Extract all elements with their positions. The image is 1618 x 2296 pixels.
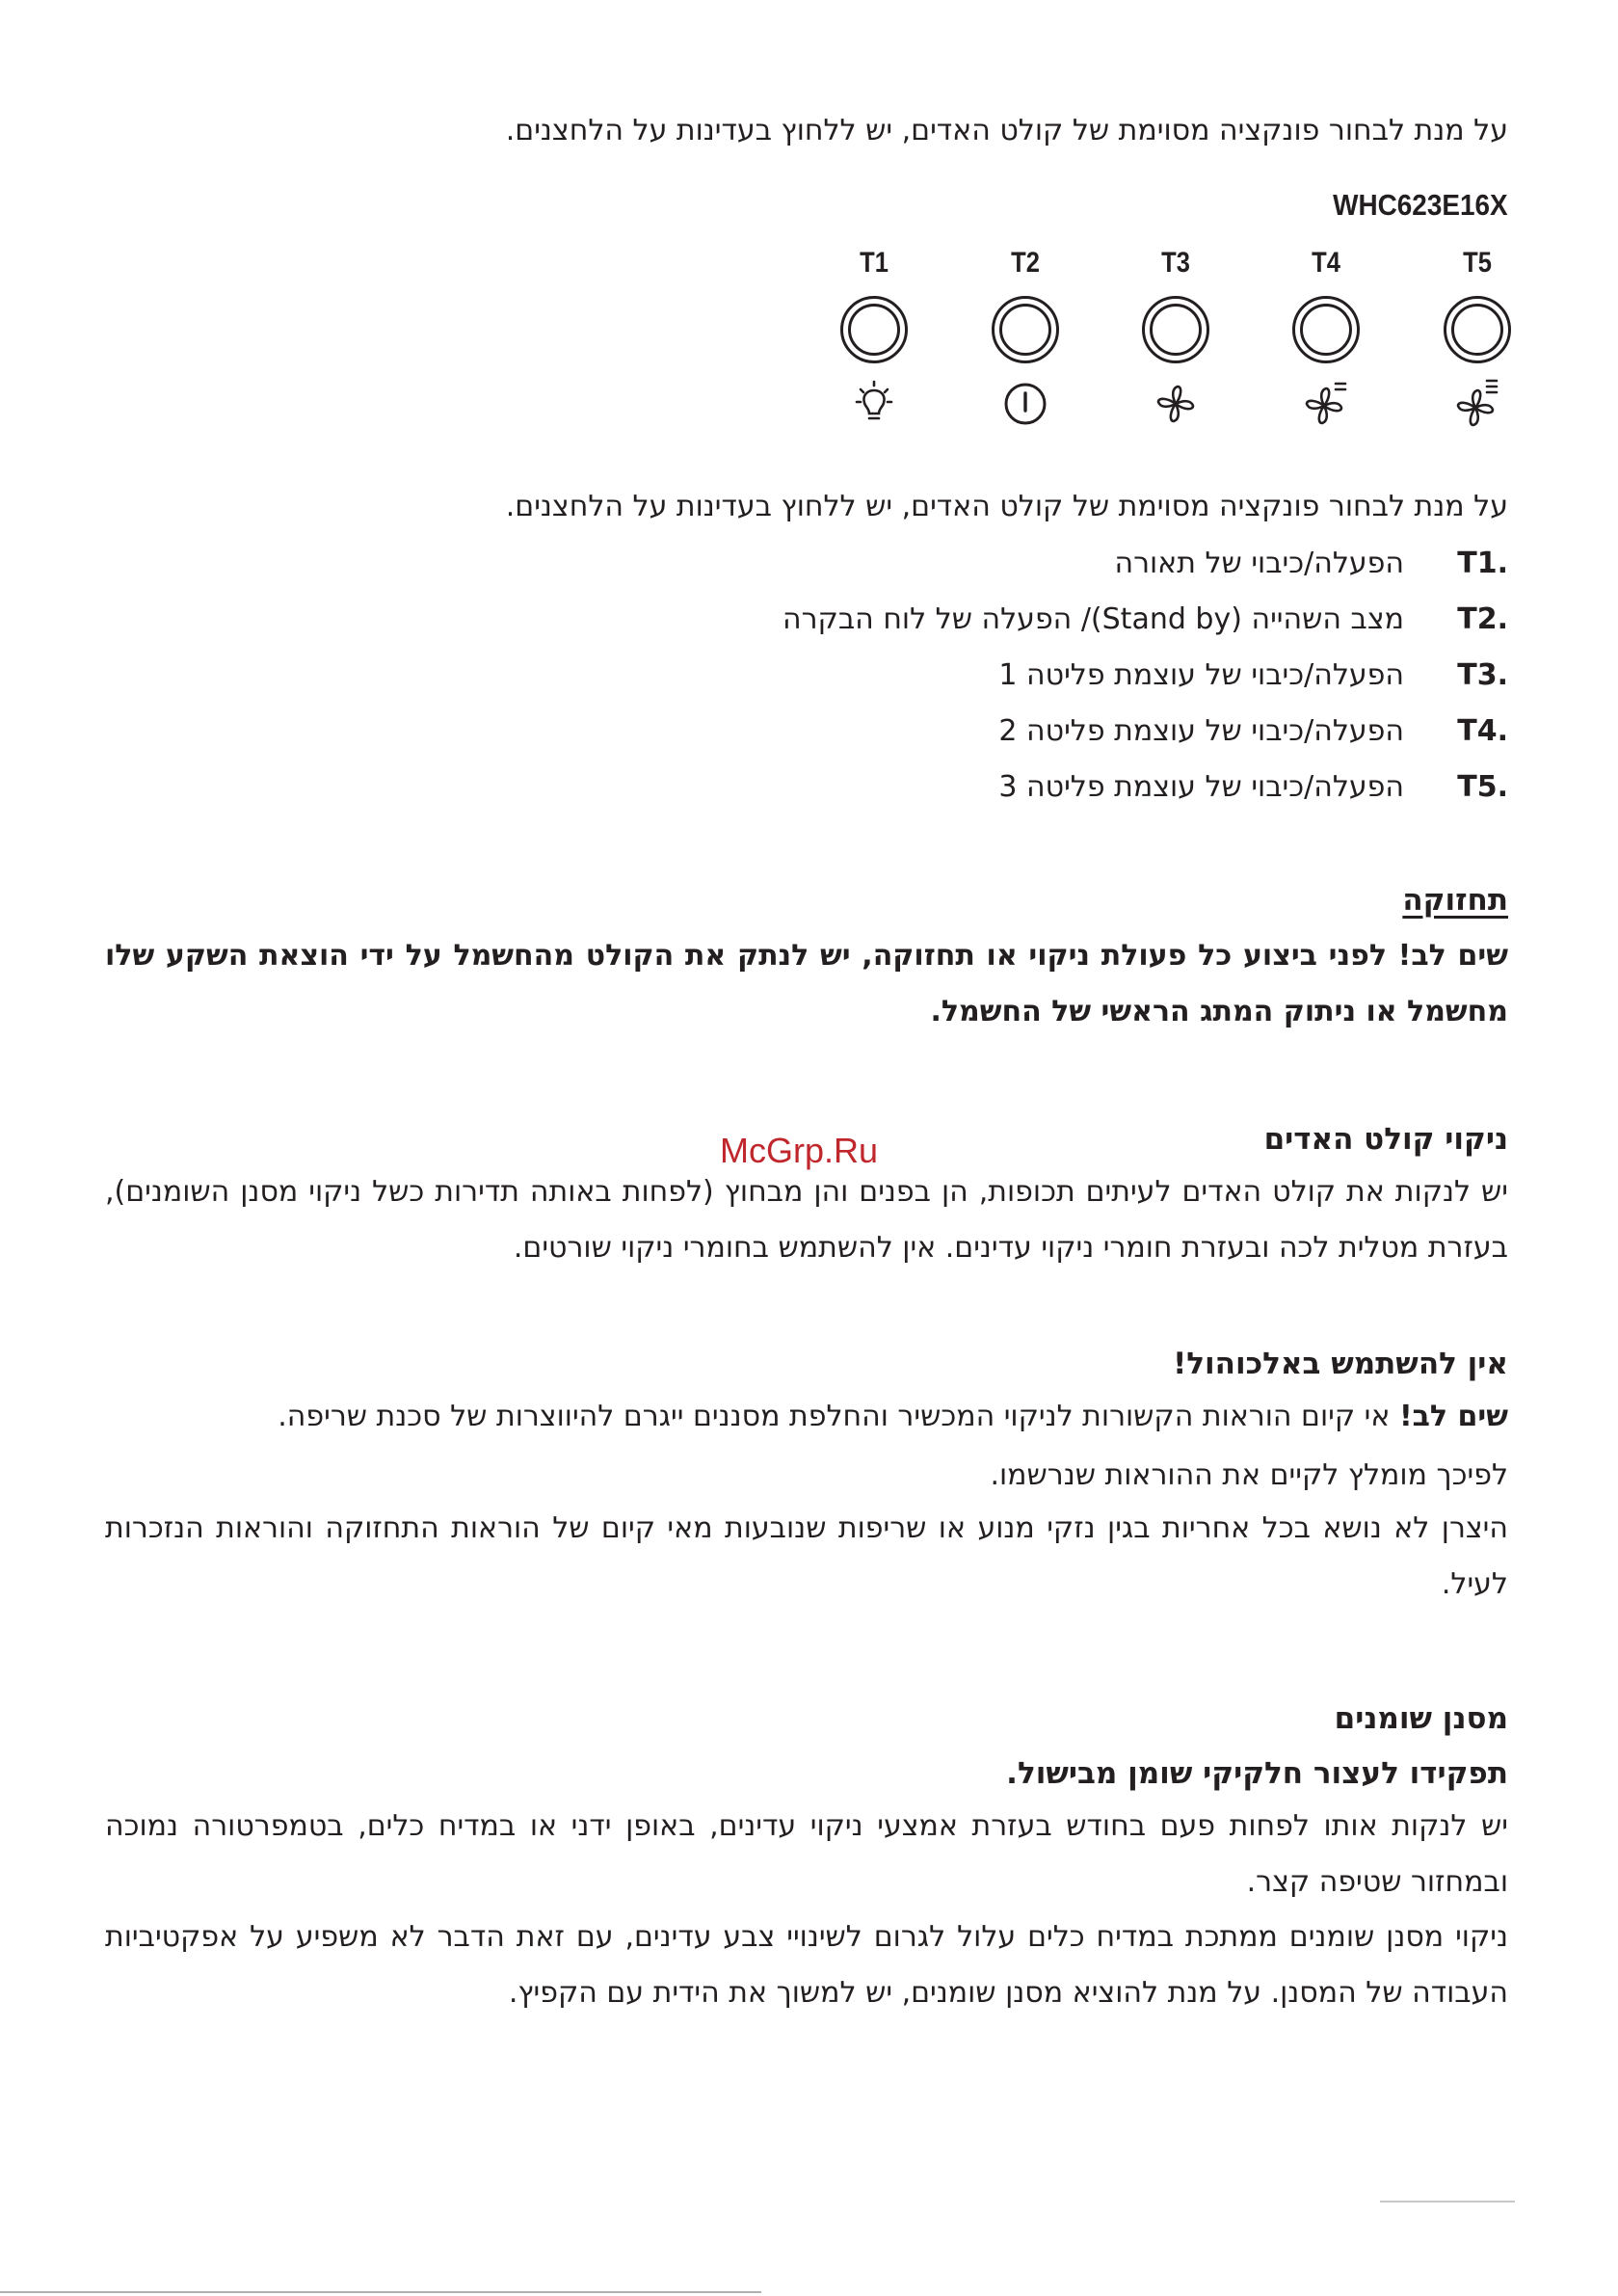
button-ring <box>1292 296 1360 363</box>
function-item-t3 <box>737 653 1508 699</box>
alcohol-warning <box>105 1389 1508 1445</box>
maintenance-title: תחזוקה <box>1402 883 1508 918</box>
intro-line-2: על מנת לבחור פונקציה מסוימת של קולט האדים, יש ללחוץ בעדינות על הלחצנים. <box>505 490 1508 523</box>
alcohol-title: אין להשתמש באלכוהול! <box>1173 1347 1508 1381</box>
button-label: T2 <box>1011 247 1040 279</box>
light-bulb-icon <box>849 379 899 429</box>
fan-speed-3-icon <box>1452 379 1502 429</box>
alcohol-line-2: לפיכך מומלץ לקיים את ההוראות שנרשמו. <box>990 1458 1508 1492</box>
filter-title: מסנן שומנים <box>1334 1701 1508 1736</box>
button-ring <box>1142 296 1209 363</box>
fan-speed-1-icon <box>1151 379 1201 429</box>
function-text: מצב השהייה (Stand by)/ הפעלה של לוח הבקרה <box>782 602 1404 636</box>
model-number: WHC623E16X <box>1333 188 1508 222</box>
button-label: T1 <box>860 247 889 279</box>
warning-label: שים לב! <box>1398 1400 1508 1433</box>
function-text: הפעלה/כיבוי של עוצמת פליטה 3 <box>998 770 1404 804</box>
function-item-t1 <box>737 541 1508 587</box>
control-button-t3 <box>1123 246 1229 433</box>
control-button-t5 <box>1424 246 1530 433</box>
maintenance-warning: שים לב! לפני ביצוע כל פעולת ניקוי או תחזוקה, יש לנתק את הקולט מהחשמל על ידי הוצאת השקע שלו מחשמל או ניתוק המתג הראשי של החשמל. <box>105 939 1508 1028</box>
button-ring <box>992 296 1059 363</box>
function-item-t4 <box>737 708 1508 755</box>
button-ring <box>1444 296 1511 363</box>
power-icon <box>1000 379 1050 429</box>
fan-speed-2-icon <box>1301 379 1351 429</box>
button-label: T5 <box>1463 247 1492 279</box>
footer-rule <box>1380 2201 1515 2203</box>
function-text: הפעלה/כיבוי של תאורה <box>1114 547 1404 580</box>
bottom-rule <box>0 2291 761 2293</box>
control-button-t1 <box>821 246 927 433</box>
cleaning-body: יש לנקות את קולט האדים לעיתים תכופות, הן בפנים והן מבחוץ (לפחות באותה תדירות כשל ניקוי מסנן השומנים), בעזרת מטלית לכה ובעזרת חומרי ניקוי עדינים. אין להשתמש בחומרי ניקוי שורטים. <box>105 1175 1508 1265</box>
function-key: T3. <box>1457 658 1508 692</box>
function-key: T2. <box>1457 602 1508 636</box>
control-button-t2 <box>972 246 1078 433</box>
button-label: T3 <box>1161 247 1190 279</box>
filter-body-2: ניקוי מסנן שומנים ממתכת במדיח כלים עלול לגרום לשינויי צבע עדינים, עם זאת הדבר לא משפיע על אפקטיביות העבודה של המסנן. על מנת להוציא מסנן שומנים, יש למשוך את הידית עם הקפיץ. <box>105 1920 1508 2010</box>
function-text: הפעלה/כיבוי של עוצמת פליטה 2 <box>998 714 1404 748</box>
intro-line: על מנת לבחור פונקציה מסוימת של קולט האדים, יש ללחוץ בעדינות על הלחצנים. <box>505 114 1508 147</box>
function-item-t5 <box>737 764 1508 811</box>
function-key: T4. <box>1457 714 1508 748</box>
cleaning-title: ניקוי קולט האדים <box>1263 1122 1508 1157</box>
button-label: T4 <box>1312 247 1340 279</box>
function-item-t2 <box>737 597 1508 643</box>
warning-text: אי קיום הוראות הקשורות לניקוי המכשיר והחלפת מסננים ייגרם להיווצרות של סכנת שריפה. <box>278 1400 1399 1433</box>
filter-subtitle: תפקידו לעצור חלקיקי שומן מבישול. <box>1006 1756 1508 1791</box>
filter-body-1: יש לנקות אותו לפחות פעם בחודש בעזרת אמצעי ניקוי עדינים, באופן ידני או במדיח כלים, בטמפרטורה נמוכה ובמחזור שטיפה קצר. <box>105 1809 1508 1899</box>
alcohol-line-3: היצרן לא נושא בכל אחריות בגין נזקי מנוע או שריפות שנובעות מאי קיום של הוראות התחזוקה והוראות הנזכרות לעיל. <box>105 1511 1508 1601</box>
button-ring <box>840 296 908 363</box>
function-key: T1. <box>1457 547 1508 580</box>
function-text: הפעלה/כיבוי של עוצמת פליטה 1 <box>998 658 1404 692</box>
watermark: McGrp.Ru <box>720 1131 879 1170</box>
control-button-t4 <box>1273 246 1379 433</box>
function-key: T5. <box>1457 770 1508 804</box>
